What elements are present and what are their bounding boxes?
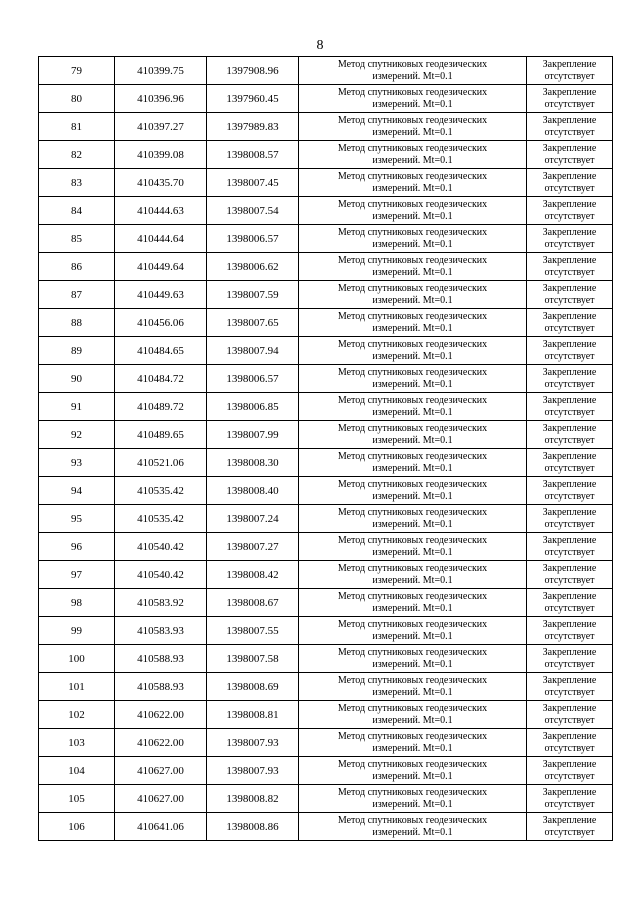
table-row [39,57,613,85]
fixation-cell [527,533,613,561]
method-line1: Метод спутниковых геодезических [337,114,488,126]
table-row [39,785,613,813]
table-row [39,281,613,309]
method-line2: измерений. Mt=0.1 [372,658,453,670]
table-row [39,505,613,533]
table-row [39,197,613,225]
point-number: 100 [39,645,115,673]
table-row [39,393,613,421]
method-cell [299,253,527,281]
fixation-line1: Закрепление [542,814,597,826]
point-number: 96 [39,533,115,561]
method-cell [299,421,527,449]
method-line2: измерений. Mt=0.1 [372,630,453,642]
point-number: 80 [39,85,115,113]
point-number: 99 [39,617,115,645]
coord-x: 410622.00 [115,729,207,757]
method-line2: измерений. Mt=0.1 [372,294,453,306]
method-line1: Метод спутниковых геодезических [337,338,488,350]
method-line1: Метод спутниковых геодезических [337,310,488,322]
method-line2: измерений. Mt=0.1 [372,686,453,698]
fixation-cell [527,561,613,589]
fixation-line1: Закрепление [542,226,597,238]
coord-y: 1398007.93 [207,757,299,785]
fixation-line1: Закрепление [542,170,597,182]
point-number: 88 [39,309,115,337]
point-number: 102 [39,701,115,729]
fixation-line1: Закрепление [542,86,597,98]
coord-x: 410484.72 [115,365,207,393]
method-line1: Метод спутниковых геодезических [337,590,488,602]
coord-y: 1398008.69 [207,673,299,701]
coord-x: 410399.08 [115,141,207,169]
fixation-line1: Закрепление [542,786,597,798]
coord-x: 410396.96 [115,85,207,113]
fixation-cell [527,141,613,169]
point-number: 91 [39,393,115,421]
fixation-cell [527,365,613,393]
method-line1: Метод спутниковых геодезических [337,198,488,210]
coord-y: 1398008.81 [207,701,299,729]
coord-x: 410444.64 [115,225,207,253]
point-number: 92 [39,421,115,449]
method-line2: измерений. Mt=0.1 [372,602,453,614]
method-line1: Метод спутниковых геодезических [337,254,488,266]
coord-y: 1398006.62 [207,253,299,281]
point-number: 81 [39,113,115,141]
table-row [39,309,613,337]
method-line2: измерений. Mt=0.1 [372,126,453,138]
fixation-line1: Закрепление [542,702,597,714]
table-row [39,141,613,169]
table-row [39,673,613,701]
fixation-line1: Закрепление [542,198,597,210]
method-cell [299,309,527,337]
table-row [39,365,613,393]
method-line2: измерений. Mt=0.1 [372,266,453,278]
coord-x: 410583.92 [115,589,207,617]
fixation-cell [527,673,613,701]
coord-y: 1398008.40 [207,477,299,505]
coord-x: 410489.72 [115,393,207,421]
table-row [39,617,613,645]
table-row [39,589,613,617]
method-line1: Метод спутниковых геодезических [337,450,488,462]
fixation-cell [527,309,613,337]
fixation-cell [527,225,613,253]
method-cell [299,57,527,85]
point-number: 93 [39,449,115,477]
method-line1: Метод спутниковых геодезических [337,674,488,686]
fixation-cell [527,729,613,757]
fixation-line1: Закрепление [542,618,597,630]
method-line2: измерений. Mt=0.1 [372,406,453,418]
coord-x: 410622.00 [115,701,207,729]
method-line1: Метод спутниковых геодезических [337,618,488,630]
method-cell [299,729,527,757]
fixation-line1: Закрепление [542,58,597,70]
coord-x: 410484.65 [115,337,207,365]
point-number: 83 [39,169,115,197]
fixation-cell [527,337,613,365]
method-cell [299,85,527,113]
coord-y: 1398007.93 [207,729,299,757]
fixation-line2: отсутствует [544,574,595,586]
coord-y: 1398007.65 [207,309,299,337]
fixation-cell [527,449,613,477]
coord-x: 410435.70 [115,169,207,197]
method-cell [299,365,527,393]
coord-y: 1398007.24 [207,505,299,533]
fixation-line2: отсутствует [544,322,595,334]
method-line1: Метод спутниковых геодезических [337,758,488,770]
coord-y: 1398008.86 [207,813,299,841]
method-cell [299,477,527,505]
method-line2: измерений. Mt=0.1 [372,210,453,222]
fixation-line1: Закрепление [542,254,597,266]
method-line1: Метод спутниковых геодезических [337,422,488,434]
method-line2: измерений. Mt=0.1 [372,350,453,362]
coord-x: 410449.64 [115,253,207,281]
method-cell [299,813,527,841]
fixation-line2: отсутствует [544,518,595,530]
fixation-line1: Закрепление [542,562,597,574]
fixation-line2: отсутствует [544,798,595,810]
method-line2: измерений. Mt=0.1 [372,546,453,558]
point-number: 98 [39,589,115,617]
fixation-line2: отсутствует [544,826,595,838]
table-row [39,225,613,253]
method-line1: Метод спутниковых геодезических [337,170,488,182]
fixation-line1: Закрепление [542,646,597,658]
method-line2: измерений. Mt=0.1 [372,322,453,334]
fixation-line1: Закрепление [542,282,597,294]
method-line2: измерений. Mt=0.1 [372,378,453,390]
table-row [39,561,613,589]
coord-y: 1398008.57 [207,141,299,169]
point-number: 105 [39,785,115,813]
method-line1: Метод спутниковых геодезических [337,86,488,98]
fixation-cell [527,113,613,141]
point-number: 106 [39,813,115,841]
coordinates-table [38,56,613,841]
method-line2: измерений. Mt=0.1 [372,98,453,110]
coord-x: 410583.93 [115,617,207,645]
coord-x: 410399.75 [115,57,207,85]
coord-y: 1397960.45 [207,85,299,113]
method-cell [299,589,527,617]
coord-y: 1398006.85 [207,393,299,421]
method-line1: Метод спутниковых геодезических [337,646,488,658]
fixation-cell [527,645,613,673]
coord-x: 410535.42 [115,505,207,533]
fixation-line2: отсутствует [544,546,595,558]
coord-x: 410489.65 [115,421,207,449]
coord-y: 1398007.94 [207,337,299,365]
coord-y: 1398008.82 [207,785,299,813]
coord-x: 410588.93 [115,645,207,673]
table-row [39,645,613,673]
coord-y: 1398008.67 [207,589,299,617]
fixation-cell [527,785,613,813]
method-cell [299,197,527,225]
fixation-cell [527,281,613,309]
table-row [39,113,613,141]
method-line2: измерений. Mt=0.1 [372,434,453,446]
coord-x: 410627.00 [115,785,207,813]
method-line1: Метод спутниковых геодезических [337,730,488,742]
fixation-line1: Закрепление [542,394,597,406]
page-number: 8 [316,38,324,53]
method-cell [299,225,527,253]
fixation-line1: Закрепление [542,674,597,686]
fixation-line2: отсутствует [544,70,595,82]
method-line2: измерений. Mt=0.1 [372,770,453,782]
method-cell [299,337,527,365]
fixation-line2: отсутствует [544,770,595,782]
method-cell [299,169,527,197]
fixation-line1: Закрепление [542,310,597,322]
coord-x: 410641.06 [115,813,207,841]
table-row [39,533,613,561]
coord-y: 1398007.55 [207,617,299,645]
table-row [39,421,613,449]
fixation-line1: Закрепление [542,534,597,546]
coord-x: 410449.63 [115,281,207,309]
table-row [39,449,613,477]
method-line2: измерений. Mt=0.1 [372,70,453,82]
fixation-line2: отсутствует [544,434,595,446]
fixation-line1: Закрепление [542,590,597,602]
fixation-cell [527,617,613,645]
method-line1: Метод спутниковых геодезических [337,562,488,574]
point-number: 79 [39,57,115,85]
fixation-line2: отсутствует [544,742,595,754]
method-line1: Метод спутниковых геодезических [337,226,488,238]
method-cell [299,113,527,141]
point-number: 94 [39,477,115,505]
point-number: 89 [39,337,115,365]
coord-x: 410521.06 [115,449,207,477]
method-line2: измерений. Mt=0.1 [372,182,453,194]
fixation-line2: отсутствует [544,266,595,278]
table-row [39,813,613,841]
method-cell [299,561,527,589]
method-line2: измерений. Mt=0.1 [372,490,453,502]
fixation-line2: отсутствует [544,658,595,670]
coord-y: 1398007.99 [207,421,299,449]
method-cell [299,393,527,421]
method-line1: Метод спутниковых геодезических [337,142,488,154]
point-number: 101 [39,673,115,701]
fixation-line2: отсутствует [544,98,595,110]
method-line1: Метод спутниковых геодезических [337,282,488,294]
coord-y: 1397989.83 [207,113,299,141]
fixation-cell [527,85,613,113]
fixation-line1: Закрепление [542,422,597,434]
fixation-cell [527,421,613,449]
fixation-line2: отсутствует [544,210,595,222]
coord-y: 1398008.30 [207,449,299,477]
coord-x: 410540.42 [115,561,207,589]
point-number: 95 [39,505,115,533]
fixation-line2: отсутствует [544,238,595,250]
coord-x: 410627.00 [115,757,207,785]
fixation-line2: отсутствует [544,462,595,474]
coord-y: 1398007.45 [207,169,299,197]
method-line2: измерений. Mt=0.1 [372,154,453,166]
coord-y: 1398007.58 [207,645,299,673]
fixation-line2: отсутствует [544,182,595,194]
method-cell [299,757,527,785]
point-number: 84 [39,197,115,225]
table-row [39,757,613,785]
point-number: 86 [39,253,115,281]
table-row [39,85,613,113]
table-row [39,253,613,281]
method-line2: измерений. Mt=0.1 [372,574,453,586]
table-row [39,729,613,757]
coord-x: 410397.27 [115,113,207,141]
method-line1: Метод спутниковых геодезических [337,58,488,70]
fixation-line2: отсутствует [544,686,595,698]
fixation-cell [527,701,613,729]
fixation-cell [527,197,613,225]
fixation-line2: отсутствует [544,154,595,166]
point-number: 85 [39,225,115,253]
method-line1: Метод спутниковых геодезических [337,702,488,714]
coord-x: 410588.93 [115,673,207,701]
fixation-line2: отсутствует [544,378,595,390]
fixation-cell [527,253,613,281]
coord-y: 1398006.57 [207,225,299,253]
method-cell [299,701,527,729]
point-number: 103 [39,729,115,757]
point-number: 87 [39,281,115,309]
method-line2: измерений. Mt=0.1 [372,462,453,474]
coordinates-table-body [39,57,613,841]
coord-y: 1398007.54 [207,197,299,225]
method-line2: измерений. Mt=0.1 [372,826,453,838]
method-line2: измерений. Mt=0.1 [372,238,453,250]
method-line1: Метод спутниковых геодезических [337,506,488,518]
fixation-line1: Закрепление [542,450,597,462]
fixation-line1: Закрепление [542,506,597,518]
point-number: 104 [39,757,115,785]
fixation-line2: отсутствует [544,602,595,614]
fixation-line1: Закрепление [542,142,597,154]
fixation-cell [527,589,613,617]
coord-y: 1398007.27 [207,533,299,561]
fixation-line2: отсутствует [544,714,595,726]
fixation-cell [527,477,613,505]
coord-y: 1398006.57 [207,365,299,393]
coord-x: 410540.42 [115,533,207,561]
fixation-line2: отсутствует [544,490,595,502]
fixation-cell [527,757,613,785]
fixation-cell [527,57,613,85]
method-line2: измерений. Mt=0.1 [372,798,453,810]
method-line2: измерений. Mt=0.1 [372,518,453,530]
method-cell [299,141,527,169]
method-line2: измерений. Mt=0.1 [372,714,453,726]
fixation-line2: отсутствует [544,294,595,306]
coord-x: 410444.63 [115,197,207,225]
method-cell [299,505,527,533]
fixation-line1: Закрепление [542,114,597,126]
fixation-line1: Закрепление [542,758,597,770]
fixation-cell [527,169,613,197]
fixation-line2: отсутствует [544,350,595,362]
method-cell [299,533,527,561]
fixation-cell [527,813,613,841]
point-number: 82 [39,141,115,169]
method-cell [299,617,527,645]
fixation-line1: Закрепление [542,338,597,350]
method-line1: Метод спутниковых геодезических [337,478,488,490]
table-row [39,337,613,365]
method-line1: Метод спутниковых геодезических [337,534,488,546]
fixation-line2: отсутствует [544,406,595,418]
method-line1: Метод спутниковых геодезических [337,366,488,378]
method-line1: Метод спутниковых геодезических [337,814,488,826]
method-line1: Метод спутниковых геодезических [337,394,488,406]
fixation-line2: отсутствует [544,126,595,138]
method-line2: измерений. Mt=0.1 [372,742,453,754]
method-line1: Метод спутниковых геодезических [337,786,488,798]
coord-x: 410535.42 [115,477,207,505]
coord-x: 410456.06 [115,309,207,337]
method-cell [299,281,527,309]
point-number: 97 [39,561,115,589]
method-cell [299,645,527,673]
coord-y: 1398007.59 [207,281,299,309]
coord-y: 1397908.96 [207,57,299,85]
point-number: 90 [39,365,115,393]
fixation-line1: Закрепление [542,730,597,742]
coord-y: 1398008.42 [207,561,299,589]
fixation-cell [527,505,613,533]
method-cell [299,785,527,813]
fixation-line2: отсутствует [544,630,595,642]
table-row [39,477,613,505]
table-row [39,169,613,197]
fixation-cell [527,393,613,421]
fixation-line1: Закрепление [542,478,597,490]
fixation-line1: Закрепление [542,366,597,378]
table-row [39,701,613,729]
method-cell [299,673,527,701]
method-cell [299,449,527,477]
